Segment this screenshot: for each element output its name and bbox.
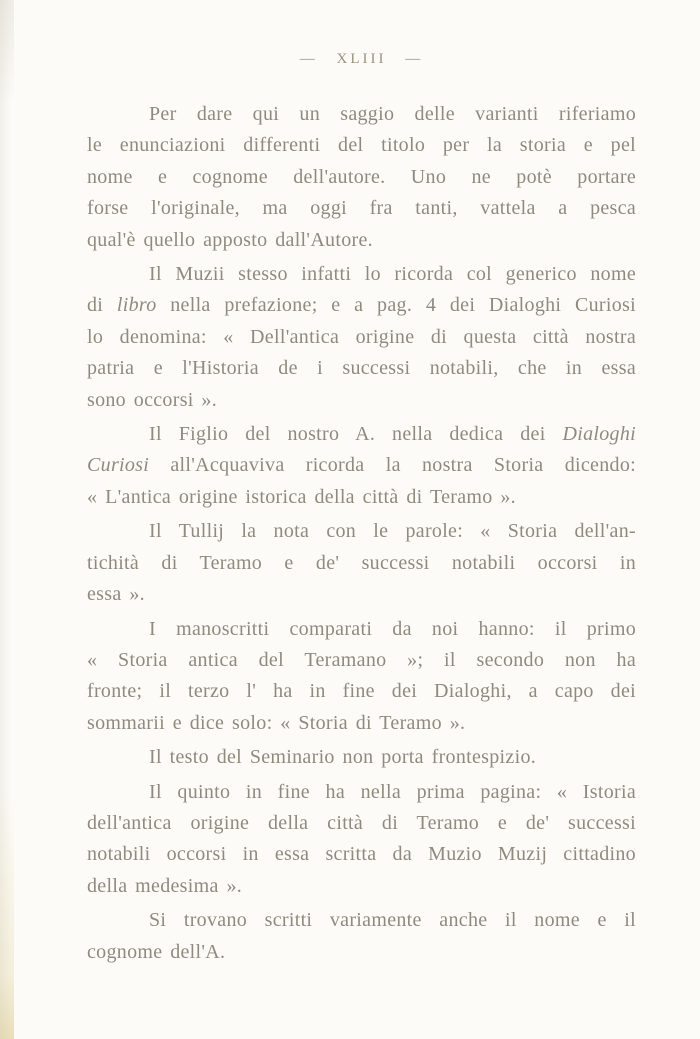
paragraph bbox=[87, 516, 636, 610]
paragraph bbox=[87, 742, 636, 773]
text-run: sono occorsi ». bbox=[87, 388, 218, 411]
text-line bbox=[87, 353, 636, 384]
text-run: notabili occorsi in essa scritta da Muzio Muzij cittadino bbox=[87, 843, 636, 866]
text-line bbox=[87, 548, 636, 579]
text-run: cognome dell'A. bbox=[87, 940, 226, 963]
text-run: di bbox=[87, 294, 117, 317]
text-run: qual'è quello apposto dall'Autore. bbox=[87, 228, 373, 251]
text-line bbox=[87, 193, 636, 224]
text-line bbox=[87, 322, 636, 353]
text-line bbox=[87, 130, 636, 161]
paragraph bbox=[87, 419, 636, 513]
paragraph bbox=[87, 905, 636, 968]
page-edge-shading bbox=[0, 0, 14, 1039]
text-run: Per dare qui un saggio delle varianti riferiamo bbox=[149, 103, 636, 125]
italic-run: Curiosi bbox=[87, 454, 150, 477]
text-line bbox=[87, 225, 636, 256]
text-line bbox=[87, 676, 636, 707]
text-line bbox=[87, 614, 636, 645]
text-line bbox=[87, 708, 636, 739]
text-line bbox=[87, 937, 636, 968]
text-run: Il Tullij la nota con le parole: « Storia dell'an- bbox=[149, 520, 636, 543]
text-line bbox=[87, 839, 636, 870]
text-run: sommarii e dice solo: « Storia di Teramo ». bbox=[87, 711, 466, 734]
text-run: « L'antica origine istorica della città di Teramo ». bbox=[87, 485, 516, 508]
text-run: Il quinto in fine ha nella prima pagina: « Istoria bbox=[149, 780, 636, 803]
text-run: dell'antica origine della città di Teramo e de' successi bbox=[87, 811, 636, 834]
text-line bbox=[87, 905, 636, 936]
paragraph bbox=[87, 614, 636, 740]
page-number-header: — XLIII — bbox=[299, 51, 424, 67]
text-line bbox=[87, 99, 636, 130]
text-line bbox=[87, 742, 636, 773]
text-line bbox=[87, 385, 636, 416]
text-run: all'Acquaviva ricorda la nostra Storia dicendo: bbox=[149, 454, 636, 477]
text-run: tichità di Teramo e de' successi notabili occorsi in bbox=[87, 551, 636, 574]
text-line bbox=[87, 482, 636, 513]
text-line bbox=[87, 871, 636, 902]
text-run: le enunciazioni differenti del titolo per la storia e pel bbox=[87, 134, 636, 157]
text-line bbox=[87, 162, 636, 193]
text-line bbox=[87, 259, 636, 290]
text-run: « Storia antica del Teramano »; il secondo non ha bbox=[87, 648, 636, 671]
text-run: patria e l'Historia de i successi notabili, che in essa bbox=[87, 357, 636, 380]
text-line bbox=[87, 516, 636, 547]
text-run: I manoscritti comparati da noi hanno: il primo bbox=[149, 617, 636, 640]
text-line bbox=[87, 645, 636, 676]
paragraph bbox=[87, 99, 636, 256]
italic-run: Dialoghi bbox=[562, 423, 636, 446]
text-line bbox=[87, 450, 636, 481]
text-run: della medesima ». bbox=[87, 874, 243, 897]
paragraph bbox=[87, 777, 636, 903]
text-run: nella prefazione; e a pag. 4 dei Dialoghi Curiosi bbox=[156, 294, 636, 317]
text-run: forse l'originale, ma oggi fra tanti, vattela a pesca bbox=[87, 197, 636, 220]
text-run: Il Muzii stesso infatti lo ricorda col generico nome bbox=[149, 263, 636, 286]
text-block bbox=[87, 99, 636, 971]
text-run: Il Figlio del nostro A. nella dedica dei bbox=[149, 423, 563, 446]
text-line bbox=[87, 808, 636, 839]
text-line bbox=[87, 419, 636, 450]
text-run: nome e cognome dell'autore. Uno ne potè portare bbox=[87, 165, 636, 188]
text-run: Si trovano scritti variamente anche il nome e il bbox=[149, 909, 636, 932]
text-run: essa ». bbox=[87, 583, 145, 606]
text-line bbox=[87, 777, 636, 808]
italic-run: libro bbox=[116, 294, 157, 317]
text-run: Il testo del Seminario non porta frontespizio. bbox=[149, 746, 537, 769]
text-line bbox=[87, 290, 636, 321]
text-line bbox=[87, 579, 636, 610]
text-run: lo denomina: « Dell'antica origine di questa città nostra bbox=[87, 325, 636, 348]
text-run: fronte; il terzo l' ha in fine dei Dialoghi, a capo dei bbox=[87, 680, 636, 703]
page-edge-gradient bbox=[0, 0, 14, 1039]
paragraph bbox=[87, 259, 636, 416]
